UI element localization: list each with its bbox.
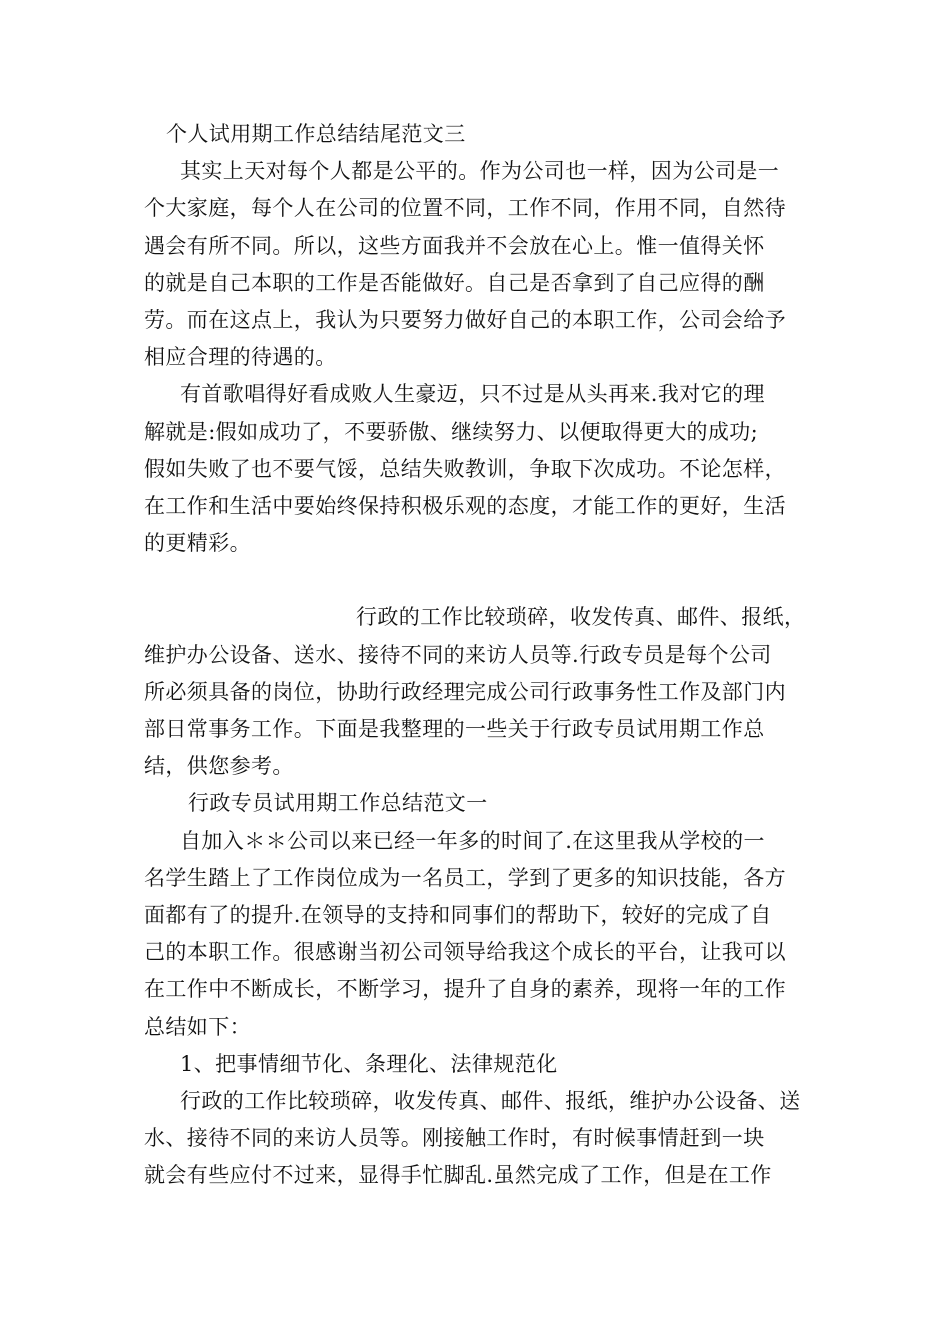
paragraph-line: 在工作和生活中要始终保持积极乐观的态度，才能工作的更好，生活 — [144, 493, 786, 518]
paragraph-line: 自加入＊＊公司以来已经一年多的时间了.在这里我从学校的一 — [180, 828, 765, 853]
paragraph-line: 就会有些应付不过来，显得手忙脚乱.虽然完成了工作，但是在工作 — [144, 1163, 772, 1188]
paragraph-line: 相应合理的待遇的。 — [144, 345, 337, 370]
paragraph-line: 水、接待不同的来访人员等。刚接触工作时，有时候事情赶到一块 — [144, 1126, 765, 1151]
paragraph-line: 结，供您参考。 — [144, 754, 294, 779]
paragraph-line: 部日常事务工作。下面是我整理的一些关于行政专员试用期工作总 — [144, 717, 765, 741]
paragraph-line: 假如失败了也不要气馁，总结失败教训，争取下次成功。不论怎样， — [144, 456, 786, 481]
paragraph-line: 行政的工作比较琐碎，收发传真、邮件、报纸，维护办公设备、送 — [180, 1088, 801, 1113]
paragraph-line: 劳。而在这点上，我认为只要努力做好自己的本职工作，公司会给予 — [144, 307, 786, 332]
document-body — [144, 116, 812, 1194]
paragraph-line: 个大家庭，每个人在公司的位置不同，工作不同，作用不同，自然待 — [144, 196, 786, 221]
section-heading: 行政专员试用期工作总结范文一 — [188, 791, 488, 816]
paragraph-line: 总结如下： — [144, 1014, 251, 1039]
paragraph-line: 遇会有所不同。所以，这些方面我并不会放在心上。惟一值得关怀 — [144, 233, 765, 258]
paragraph-line: 所必须具备的岗位，协助行政经理完成公司行政事务性工作及部门内 — [144, 679, 786, 704]
paragraph-line: 己的本职工作。很感谢当初公司领导给我这个成长的平台，让我可以 — [144, 940, 786, 965]
paragraph-line: 维护办公设备、送水、接待不同的来访人员等.行政专员是每个公司 — [144, 642, 772, 667]
paragraph-line: 面都有了的提升.在领导的支持和同事们的帮助下，较好的完成了自 — [144, 902, 772, 927]
paragraph-line: 在工作中不断成长，不断学习，提升了自身的素养，现将一年的工作 — [144, 977, 786, 1002]
paragraph-line: 的就是自己本职的工作是否能做好。自己是否拿到了自己应得的酬 — [144, 270, 765, 295]
paragraph-line: 其实上天对每个人都是公平的。作为公司也一样，因为公司是一 — [180, 159, 780, 184]
paragraph-line: 有首歌唱得好看成败人生豪迈，只不过是从头再来.我对它的理 — [180, 382, 765, 407]
paragraph-line: 的更精彩。 — [144, 531, 251, 556]
paragraph-line: 行政的工作比较琐碎，收发传真、邮件、报纸， — [356, 605, 806, 630]
section-heading: 个人试用期工作总结结尾范文三 — [166, 122, 466, 146]
numbered-heading: 1、把事情细节化、条理化、法律规范化 — [180, 1051, 558, 1076]
paragraph-line: 解就是:假如成功了，不要骄傲、继续努力、以便取得更大的成功; — [144, 419, 759, 444]
blank-line — [144, 562, 812, 599]
paragraph-line: 名学生踏上了工作岗位成为一名员工，学到了更多的知识技能，各方 — [144, 865, 786, 890]
